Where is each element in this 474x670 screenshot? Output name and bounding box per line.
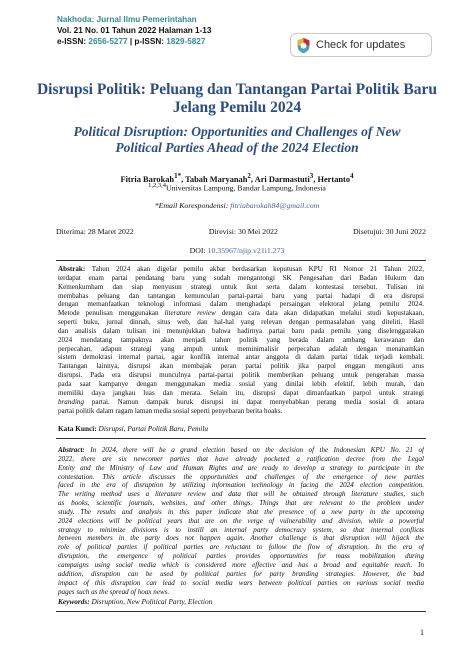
abstrak-label: Abstrak: [58, 265, 86, 273]
corresponding-email: *Email Korespondensi: fitriabarokah84@gmail.com [154, 201, 320, 210]
keywords: Keywords: Disruption, New Political Party, Election [58, 597, 213, 606]
affiliation: $^{1,2,3,4}$Universitas Lampung, Bandar Lampung, Indonesia [148, 182, 326, 193]
kata-kunci: Kata Kunci: Disrupsi, Partai Politik Baru, Pemilu [58, 424, 208, 433]
author-2: Tabah Maryanah [185, 174, 248, 184]
author-1: Fitria Barokah [120, 174, 175, 184]
check-for-updates-button[interactable] [290, 33, 432, 57]
divider [56, 260, 426, 261]
paper-title-english: Political Disruption: Opportunities and Challenges of New Political Parties Ahead of the 2024 Election [73, 124, 401, 155]
divider [56, 611, 426, 612]
abstract-paragraph: Abstract: In 2024, there will be a grand election based on the decision of the Indonesian KPU No. 21 of 2022, there are six newcomer parties that have already pocketed a ratification decree from the Legal Entity and the Ministry of Law and Human Rights and are ready to develop a strategy to participate in the contestation. This article discusses the opportunities and challenges of the emergence of new parties faced in the era of disruption by utilizing information technology in facing the 2024 election competition. The writing method uses a literature review and data that will be obtained through literature studies, such as books, scientific journals, websites, and other things. Things that are relevant to the problem under study. The results and analysis in this paper indicate that the presence of a new party in the upcoming 2024 elections will be political years that are on the verge of vulnerability and division, while a powerful strategy to minimize divisions is to instill an internal party democracy system, so that internal conflicts between members in the party does not happen again. Another challenge is that disruption will hijack the role of political parties if political parties are reluctant to follow the flow of disruption. In the era of disruption, the emergence of political parties provides opportunities for mass mobilization during campaigns using social media which is considered more effective and has a broad and equitable reach. In addition, disruption can be used by political parties for party branding strategies. However, the bad impact of this disruption can lead to social media wars between political parties on various social media pages such as the spread of hoax news. [58, 446, 424, 596]
crossmark-icon [296, 37, 311, 54]
issn-separator: | [127, 37, 135, 46]
abstrak-paragraph: Abstrak: Tahun 2024 akan digelar pemilu akbar berdasarkan keputusan KPU RI Nomor 21 Tahun 2022, terdapat enam partai pendatang baru yang sudah mengantongi SK Pengesahan dari Badan Hukum dan Kemenkumham dan siap menyusun strategi untuk ikut serta dalam kontestasi tersebut. Tulisan ini membahas peluang dan tantangan kemunculan partai-partai baru yang partai hadapi di era disrupsi dengan memanfaatkan teknologi informasi dalam menghadapi persaingan elektoral jelang pemilu 2024. Metode penulisan menggunakan literature review dengan cara data akan didapatkan melalui studi kepustakaan, seperti buku, jurnal dinnah, situs web, dan hal-hal yang relevan dengan permasalahan yang diteliti. Hasil dan analisis dalam tulisan ini menunjukkan bahwa hadirnya partai baru pada pemilu yang diselenggarakan 2024 mendatang tampaknya akan menjadi tahun politik yang berada dalam ambang kerawanan dan perpecahan, adapun strategi yang ampuh untuk meminimalisir perpecahan adalah dengan menanamkan sistem demokrasi internal partai, agar konflik internal antar anggota di dalam partai tidak terjadi kembali. Tantangan lainnya, disrupsi akan membajak peran partai politik jika parpol enggan mengikuti arus disrupsi. Pada era disrupsi munculnya partai-partai politik memberikan peluang untuk pengerahan massa pada saat kampanye dengan menggunakan media sosial yang dinilai lebih efektif, lebih murah, dan memiliki daya jangkau luas dan merata. Selain itu, disrupsi dapat dimanfaatkan parpol untuk strategi branding partai. Namun dampak buruk disrupsi ini dapat menyebabkan perang media sosial di antara partai politik dalam ragam laman media sosial seperti penyebaran berita hoaks. [58, 265, 424, 415]
pissn-label: p-ISSN: [134, 37, 167, 46]
date-revised: Direvisi: 30 Mei 2022 [208, 227, 278, 236]
author-list: Fitria Barokah$^{1*}$, Tabah Maryanah$^2$, Ari Darmastuti$^3$, Hertanto$^4$ [120, 172, 354, 184]
journal-header [57, 14, 211, 47]
eissn-value[interactable]: 2656-5277 [88, 37, 128, 46]
pissn-value[interactable]: 1829-5827 [166, 37, 206, 46]
page-number: 1 [420, 628, 424, 637]
doi-line: DOI: 10.35967/njip.v21i1.273 [189, 246, 285, 255]
author-4: Hertanto [317, 174, 351, 184]
author-3: Ari Darmastuti [254, 174, 310, 184]
paper-title: Disrupsi Politik: Peluang dan Tantangan Partai Politik Baru Jelang Pemilu 2024 [36, 81, 438, 116]
date-received: Diterima: 28 Maret 2022 [56, 227, 134, 236]
journal-issn [57, 36, 211, 47]
divider [56, 438, 426, 439]
doi-link[interactable]: 10.35967/njip.v21i1.273 [207, 246, 285, 255]
date-accepted: Disetujui: 30 Juni 2022 [352, 227, 426, 236]
check-for-updates-label: Check for updates [316, 39, 406, 51]
journal-name: Nakhoda: Jurnal Ilmu Pemerintahan [57, 15, 197, 24]
article-dates [56, 227, 426, 236]
abstract-label: Abstract: [58, 446, 85, 454]
eissn-label: e-ISSN: [57, 37, 89, 46]
email-link[interactable]: fitriabarokah84@gmail.com [230, 201, 320, 210]
journal-issue: Vol. 21 No. 01 Tahun 2022 Halaman 1-13 [57, 26, 212, 35]
